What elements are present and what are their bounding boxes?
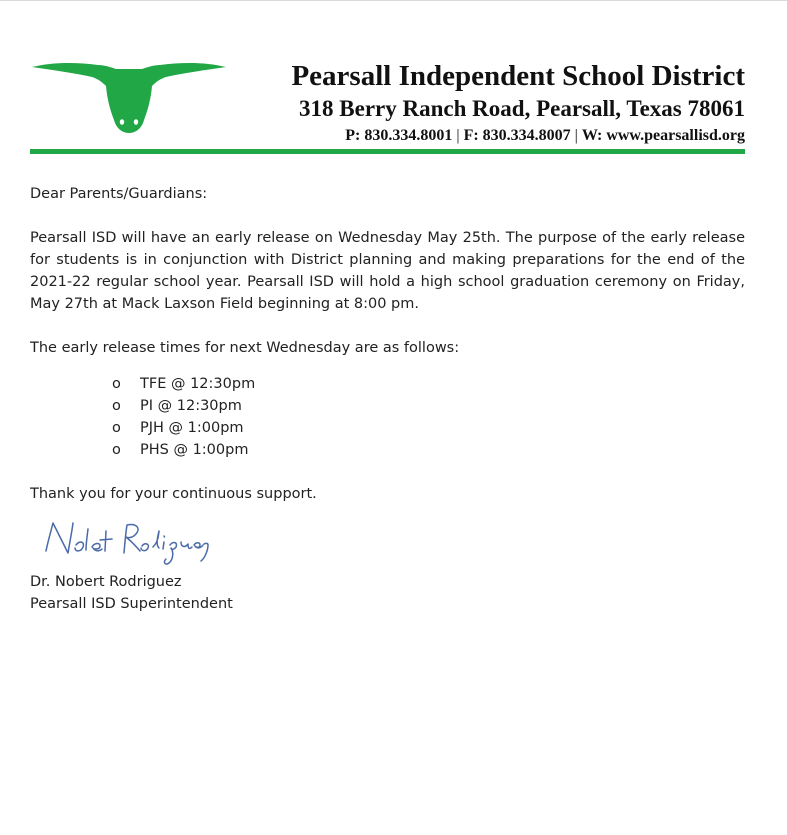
bullet-marker: o xyxy=(112,420,121,436)
district-address: 318 Berry Ranch Road, Pearsall, Texas 78061 xyxy=(299,96,745,121)
release-times-intro: The early release times for next Wednesday are as follows: xyxy=(30,340,460,356)
bullet-marker: o xyxy=(112,398,121,414)
closing-line: Thank you for your continuous support. xyxy=(30,486,317,502)
release-time: PHS @ 1:00pm xyxy=(140,442,249,458)
contact-separator: | xyxy=(456,127,460,144)
signer-name: Dr. Nobert Rodriguez xyxy=(30,574,182,590)
signature-image xyxy=(32,511,212,569)
body-paragraph: Pearsall ISD will have an early release on Wednesday May 25th. The purpose of the early release for students is in conjunction with District planning and making preparations for the end of the 2021-22 regular school year. Pearsall ISD will hold a high school graduation ceremony on Friday, May 27th at Mack Laxson Field beginning at 8:00 pm. xyxy=(30,230,745,312)
release-time: PJH @ 1:00pm xyxy=(140,420,244,436)
salutation: Dear Parents/Guardians: xyxy=(30,186,208,202)
list-item xyxy=(112,395,745,417)
website-address: W: www.pearsallisd.org xyxy=(581,127,745,144)
letterhead-divider xyxy=(30,149,745,154)
list-item xyxy=(112,439,745,461)
signer-title: Pearsall ISD Superintendent xyxy=(30,596,233,612)
district-contact-line xyxy=(240,126,745,146)
release-time: TFE @ 12:30pm xyxy=(140,376,256,392)
list-item xyxy=(112,373,745,395)
release-times-list xyxy=(30,373,745,461)
top-divider xyxy=(0,0,787,1)
phone-number: P: 830.334.8001 xyxy=(345,127,453,144)
bullet-marker: o xyxy=(112,442,121,458)
release-time: PI @ 12:30pm xyxy=(140,398,242,414)
fax-number: F: 830.334.8007 xyxy=(463,127,571,144)
bullet-marker: o xyxy=(112,376,121,392)
letter-body xyxy=(30,183,745,615)
longhorn-icon xyxy=(30,58,228,138)
district-name: Pearsall Independent School District xyxy=(291,60,745,92)
list-item xyxy=(112,417,745,439)
contact-separator: | xyxy=(574,127,578,144)
